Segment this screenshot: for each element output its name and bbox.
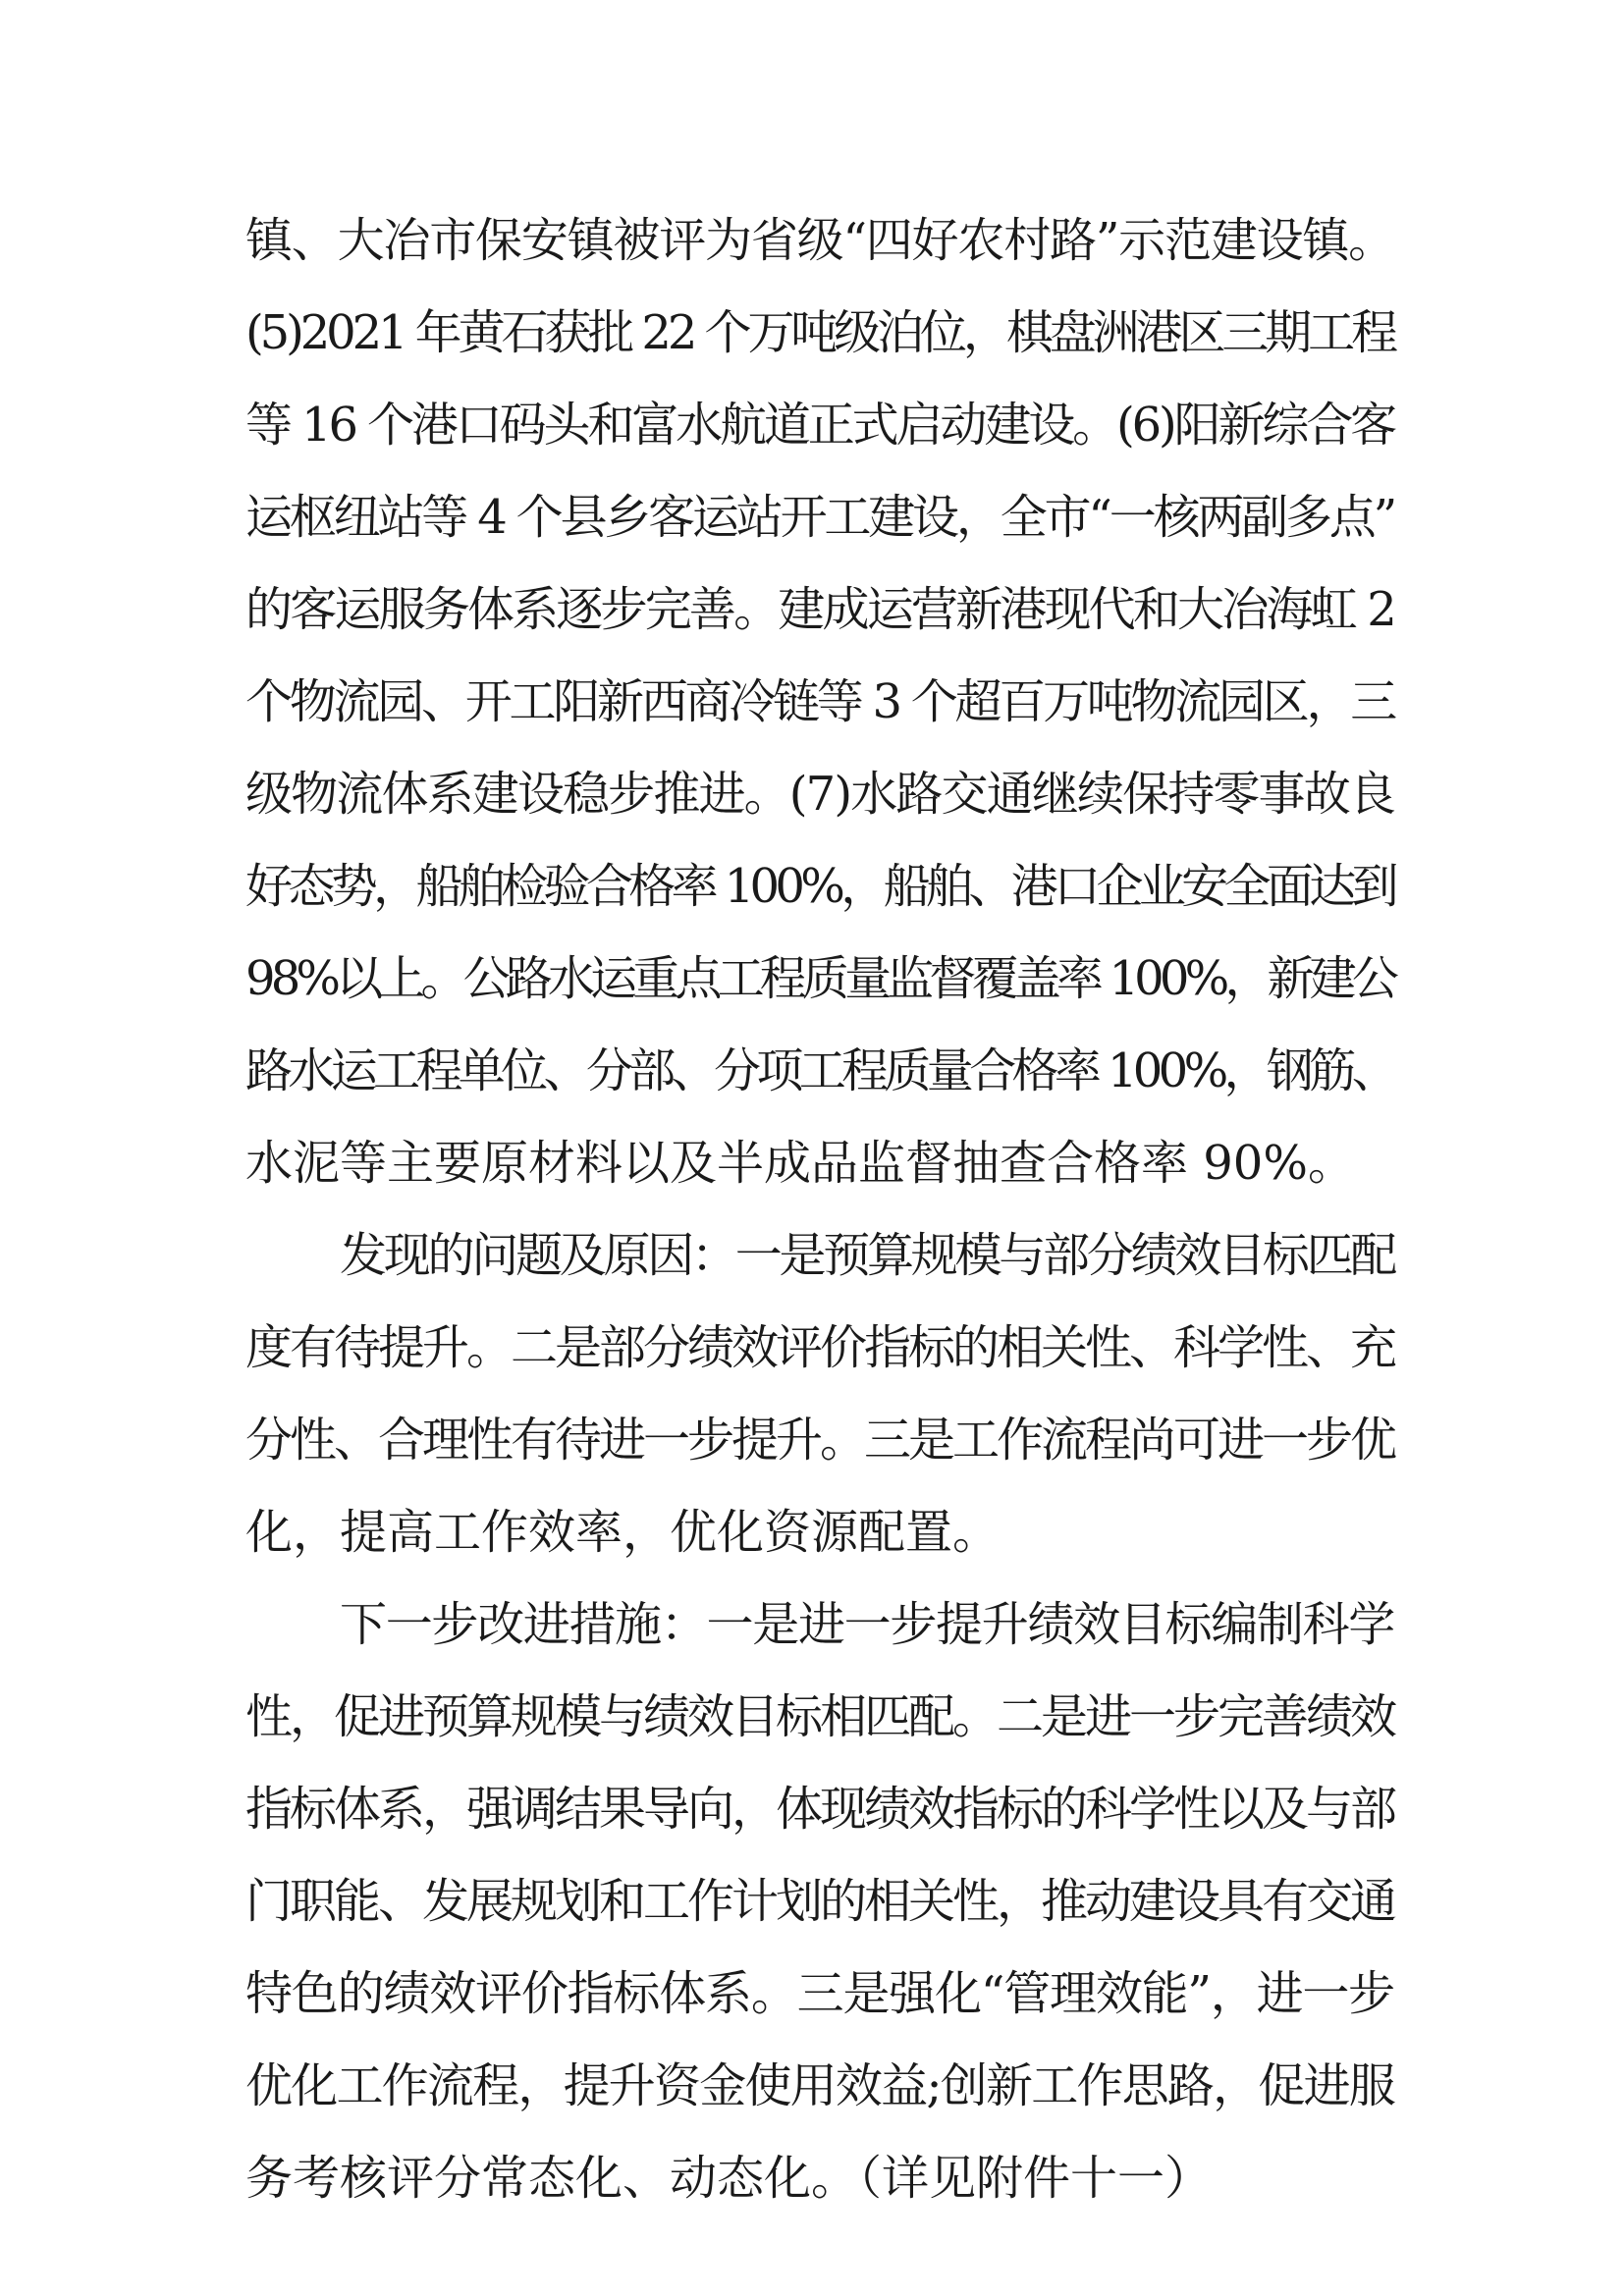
line-text: 特色的绩效评价指标体系。三是强化“管理效能”，进一步 — [245, 1966, 1394, 2021]
line-text: 分性、合理性有待进一步提升。三是工作流程尚可进一步优 — [245, 1413, 1394, 1468]
paragraph-3-line — [245, 1855, 1394, 1948]
paragraph-1-line — [245, 1025, 1394, 1117]
paragraph-3-line — [245, 1671, 1394, 1763]
paragraph-3-line — [245, 1578, 1394, 1671]
paragraph-2-line — [245, 1302, 1394, 1394]
paragraph-1-line — [245, 1117, 1394, 1209]
paragraph-1-line — [245, 471, 1394, 563]
paragraph-1-line — [245, 748, 1394, 840]
line-text: 路水运工程单位、分部、分项工程质量合格率 100%，钢筋、 — [245, 1043, 1394, 1098]
line-text: 个物流园、开工阳新西商冷链等 3 个超百万吨物流园区，三 — [245, 674, 1394, 729]
line-text: 优化工作流程，提升资金使用效益;创新工作思路，促进服 — [245, 2058, 1394, 2113]
paragraph-1-line — [245, 656, 1394, 748]
line-text: 门职能、发展规划和工作计划的相关性，推动建设具有交通 — [245, 1874, 1394, 1929]
paragraph-1-line — [245, 840, 1394, 933]
document-body — [245, 194, 1394, 2224]
paragraph-2-line — [245, 1209, 1394, 1302]
line-text: (5)2021 年黄石获批 22 个万吨级泊位，棋盘洲港区三期工程 — [245, 305, 1394, 360]
line-text: 镇、大冶市保安镇被评为省级“四好农村路”示范建设镇。 — [245, 213, 1394, 268]
line-text: 98%以上。公路水运重点工程质量监督覆盖率 100%，新建公 — [245, 951, 1394, 1006]
line-text: 下一步改进措施：一是进一步提升绩效目标编制科学 — [340, 1597, 1394, 1652]
paragraph-3-line — [245, 1763, 1394, 1855]
paragraph-1-line — [245, 379, 1394, 471]
line-text: 水泥等主要原材料以及半成品监督抽查合格率 90%。 — [245, 1136, 1355, 1191]
line-text: 发现的问题及原因：一是预算规模与部分绩效目标匹配 — [340, 1228, 1394, 1283]
line-text: 化，提高工作效率，优化资源配置。 — [245, 1505, 1001, 1560]
paragraph-3-line — [245, 2040, 1394, 2132]
line-text: 运枢纽站等 4 个县乡客运站开工建设，全市“一核两副多点” — [245, 490, 1394, 545]
line-text: 的客运服务体系逐步完善。建成运营新港现代和大冶海虹 2 — [245, 582, 1394, 637]
line-text: 级物流体系建设稳步推进。(7)水路交通继续保持零事故良 — [245, 767, 1394, 822]
paragraph-3-line — [245, 2132, 1394, 2224]
paragraph-2-line — [245, 1394, 1394, 1486]
paragraph-1-line — [245, 933, 1394, 1025]
line-text: 等 16 个港口码头和富水航道正式启动建设。(6)阳新综合客 — [245, 398, 1394, 453]
line-text: 务考核评分常态化、动态化。（详见附件十一） — [245, 2151, 1213, 2206]
line-text: 指标体系，强调结果导向，体现绩效指标的科学性以及与部 — [245, 1782, 1394, 1837]
line-text: 好态势，船舶检验合格率 100%，船舶、港口企业安全面达到 — [245, 859, 1394, 914]
paragraph-1-line — [245, 563, 1394, 656]
line-text: 性，促进预算规模与绩效目标相匹配。二是进一步完善绩效 — [245, 1689, 1394, 1744]
paragraph-2-line — [245, 1486, 1394, 1578]
paragraph-1-line — [245, 287, 1394, 379]
line-text: 度有待提升。二是部分绩效评价指标的相关性、科学性、充 — [245, 1320, 1394, 1375]
paragraph-1-line — [245, 194, 1394, 287]
paragraph-3-line — [245, 1948, 1394, 2040]
